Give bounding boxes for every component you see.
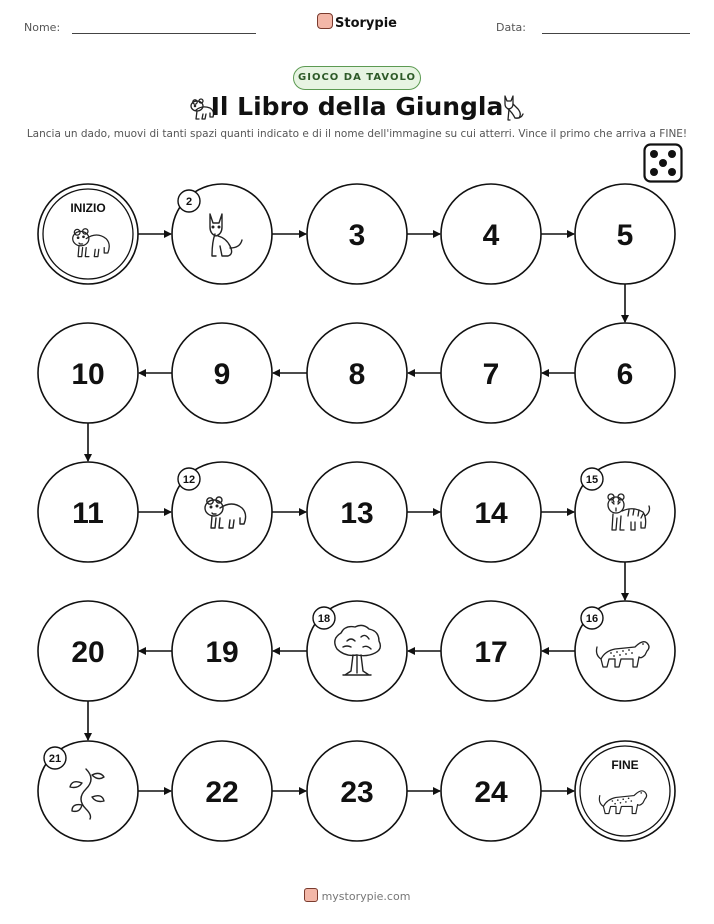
board-space xyxy=(575,601,675,701)
space-number: 20 xyxy=(71,636,105,669)
board-space xyxy=(575,462,675,562)
board-space xyxy=(307,462,407,562)
board-space xyxy=(38,601,138,701)
space-number: 16 xyxy=(585,613,599,625)
space-number: 8 xyxy=(348,358,366,391)
space-circle xyxy=(575,741,675,841)
space-number: 12 xyxy=(182,474,196,486)
board-space xyxy=(307,601,407,701)
space-circle xyxy=(38,184,138,284)
board-space xyxy=(38,741,138,841)
storypie-logo-icon xyxy=(304,888,318,902)
space-number: 24 xyxy=(474,776,508,809)
date-label: Data: xyxy=(496,21,526,34)
space-number: 13 xyxy=(340,497,374,530)
space-label: INIZIO xyxy=(70,201,106,215)
space-number: 7 xyxy=(482,358,500,391)
board-space xyxy=(307,741,407,841)
board-space xyxy=(38,462,138,562)
board-space xyxy=(307,184,407,284)
board-space xyxy=(38,323,138,423)
board-space xyxy=(441,323,541,423)
space-number: 4 xyxy=(482,219,500,252)
space-number: 2 xyxy=(185,196,193,208)
space-number: 22 xyxy=(205,776,239,809)
space-number: 23 xyxy=(340,776,374,809)
page-title: Il Libro della Giungla xyxy=(210,92,504,121)
board-space xyxy=(172,462,272,562)
finish-space xyxy=(575,741,675,841)
start-space xyxy=(38,184,138,284)
board-space xyxy=(441,184,541,284)
footer xyxy=(0,888,714,903)
board-space xyxy=(441,462,541,562)
board-space xyxy=(172,184,272,284)
space-number: 9 xyxy=(213,358,231,391)
board-space xyxy=(172,323,272,423)
board-space xyxy=(575,184,675,284)
space-number: 11 xyxy=(72,497,104,530)
footer-url: mystorypie.com xyxy=(321,890,411,903)
space-number: 18 xyxy=(317,613,331,625)
category-badge: GIOCO DA TAVOLO xyxy=(293,66,421,90)
space-number: 3 xyxy=(348,219,366,252)
board-space xyxy=(441,741,541,841)
instructions: Lancia un dado, muovi di tanti spazi quanti indicato e di il nome dell'immagine su cui atterri. Vince il primo che arriva a FINE! xyxy=(26,128,688,140)
space-number: 21 xyxy=(48,753,62,765)
space-number: 15 xyxy=(585,474,599,486)
board-space xyxy=(172,741,272,841)
board-space xyxy=(307,323,407,423)
space-number: 14 xyxy=(474,497,508,530)
space-number: 19 xyxy=(205,636,239,669)
space-number: 10 xyxy=(71,358,105,391)
board-space xyxy=(172,601,272,701)
space-label: FINE xyxy=(611,758,639,772)
space-number: 5 xyxy=(616,219,634,252)
brand-name: Storypie xyxy=(335,16,397,31)
board-space xyxy=(575,323,675,423)
board-space xyxy=(441,601,541,701)
space-number: 6 xyxy=(616,358,634,391)
name-label: Nome: xyxy=(24,21,61,34)
space-number: 17 xyxy=(474,636,508,669)
